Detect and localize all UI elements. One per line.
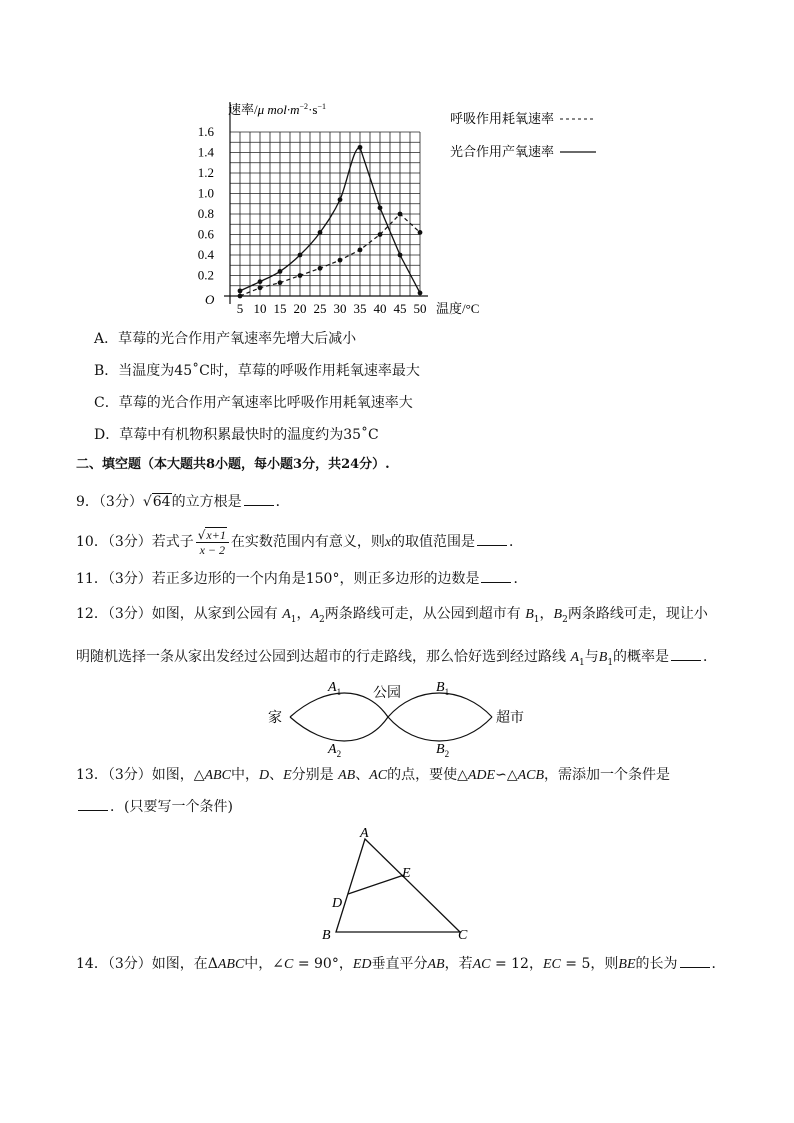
label-a1: $A_1$ bbox=[328, 680, 342, 697]
respiration-point bbox=[358, 247, 363, 252]
label-b2: $B_2$ bbox=[436, 742, 450, 757]
vertex-b-label: B bbox=[322, 928, 331, 943]
photosynthesis-point bbox=[318, 230, 323, 235]
park-label: 公园 bbox=[373, 686, 401, 701]
photosynthesis-point bbox=[298, 253, 303, 258]
option-c: C．草莓的光合作用产氧速率比呼吸作用耗氧速率大 bbox=[94, 395, 413, 411]
photosynthesis-point bbox=[278, 269, 283, 274]
photosynthesis-point bbox=[358, 145, 363, 150]
respiration-point bbox=[278, 280, 283, 285]
respiration-point bbox=[238, 294, 243, 299]
question-9: 9．（3分）√64的立方根是 ． bbox=[76, 494, 290, 510]
vertex-a-label: A bbox=[360, 826, 369, 841]
segment-de bbox=[348, 875, 404, 894]
question-13-line-1: 13．（3分）如图，△ABC中，D、E分别是 AB、AC的点，要使△ADE∽△ACB，需添加一个条件是 bbox=[76, 767, 671, 783]
question-12-line-1: 12．（3分）如图，从家到公园有 $A_1$，$A_2$两条路线可走，从公园到超市有 $B_1$，$B_2$两条路线可走，现让小 bbox=[76, 606, 708, 625]
route-b2 bbox=[388, 717, 492, 741]
photosynthesis-point bbox=[238, 288, 243, 293]
triangle-diagram bbox=[320, 825, 480, 945]
rate-temperature-chart bbox=[0, 0, 794, 330]
route-a2 bbox=[290, 717, 388, 741]
y-tick-label: 0.2 bbox=[197, 267, 214, 283]
route-diagram bbox=[266, 675, 526, 757]
chart-grid bbox=[230, 132, 420, 296]
point-d-label: D bbox=[332, 896, 343, 911]
market-label: 超市 bbox=[496, 711, 524, 726]
option-d: D．草莓中有机物积累最快时的温度约为35˚C bbox=[94, 427, 379, 443]
home-label: 家 bbox=[268, 711, 282, 726]
photosynthesis-point bbox=[398, 253, 403, 258]
y-tick-label: 1.4 bbox=[197, 144, 214, 160]
x-tick-label: 30 bbox=[333, 301, 347, 316]
photosynthesis-point bbox=[378, 205, 383, 210]
route-b1 bbox=[388, 693, 492, 717]
respiration-point bbox=[398, 212, 403, 217]
photosynthesis-point bbox=[418, 291, 423, 296]
y-tick-label: 0.6 bbox=[197, 226, 214, 242]
y-tick-label: 1.2 bbox=[197, 165, 214, 180]
respiration-point bbox=[338, 258, 343, 263]
label-a2: $A_2$ bbox=[328, 742, 342, 757]
question-10: 10．（3分）若式子 $\frac{√x+1}{x - 2}$ 在实数范围内有意义，则x的取值范围是 ． bbox=[76, 527, 524, 557]
origin-label: O bbox=[205, 292, 215, 307]
x-tick-label: 10 bbox=[253, 301, 267, 316]
respiration-point bbox=[258, 285, 263, 290]
option-b: B．当温度为45˚C时，草莓的呼吸作用耗氧速率最大 bbox=[94, 363, 420, 379]
legend-photosynthesis-label: 光合作用产氧速率 bbox=[450, 144, 555, 159]
x-tick-label: 15 bbox=[273, 301, 287, 316]
photosynthesis-point bbox=[338, 197, 343, 202]
x-tick-label: 5 bbox=[236, 301, 244, 316]
respiration-point bbox=[298, 273, 303, 278]
x-tick-label: 50 bbox=[413, 301, 427, 316]
vertex-c-label: C bbox=[458, 928, 468, 943]
legend-respiration-label: 呼吸作用耗氧速率 bbox=[450, 111, 555, 126]
y-tick-label: 0.8 bbox=[197, 206, 214, 221]
question-14: 14．（3分）如图，在ΔABC中，∠C = 90°，ED垂直平分AB，若AC = 12，EC = 5，则BE的长为 ． bbox=[76, 956, 726, 972]
respiration-point bbox=[378, 232, 383, 237]
photosynthesis-point bbox=[258, 279, 263, 284]
x-tick-label: 20 bbox=[293, 301, 307, 316]
y-tick-label: 0.4 bbox=[197, 247, 214, 262]
option-a: A．草莓的光合作用产氧速率先增大后减小 bbox=[94, 331, 357, 347]
question-13-line-2: ．(只要写一个条件) bbox=[76, 798, 233, 816]
y-axis-label: 速率/μ $mol\cdot m^{-2}\cdot s^{-1}$ bbox=[228, 102, 326, 117]
x-axis-label: 温度/°C bbox=[436, 301, 480, 316]
x-tick-label: 45 bbox=[393, 301, 407, 316]
point-e-label: E bbox=[402, 866, 411, 881]
triangle-abc bbox=[336, 839, 460, 932]
respiration-point bbox=[418, 230, 423, 235]
respiration-point bbox=[318, 266, 323, 271]
question-11: 11．（3分）若正多边形的一个内角是150°，则正多边形的边数是 ． bbox=[76, 571, 528, 587]
x-tick-label: 35 bbox=[353, 301, 367, 316]
y-tick-label: 1.0 bbox=[197, 185, 214, 201]
x-tick-label: 25 bbox=[313, 301, 327, 316]
x-tick-label: 40 bbox=[373, 301, 387, 316]
label-b1: $B_1$ bbox=[436, 680, 450, 697]
y-tick-label: 1.6 bbox=[197, 124, 214, 139]
section-2-heading: 二、填空题（本大题共8小题，每小题3分，共24分）. bbox=[76, 457, 390, 472]
fraction: $\frac{√x+1}{x - 2}$ bbox=[196, 528, 229, 557]
question-12-line-2: 明随机选择一条从家出发经过公园到达超市的行走路线，那么恰好选到经过路线 $A_1$与$B_1$的概率是 ． bbox=[76, 649, 718, 668]
